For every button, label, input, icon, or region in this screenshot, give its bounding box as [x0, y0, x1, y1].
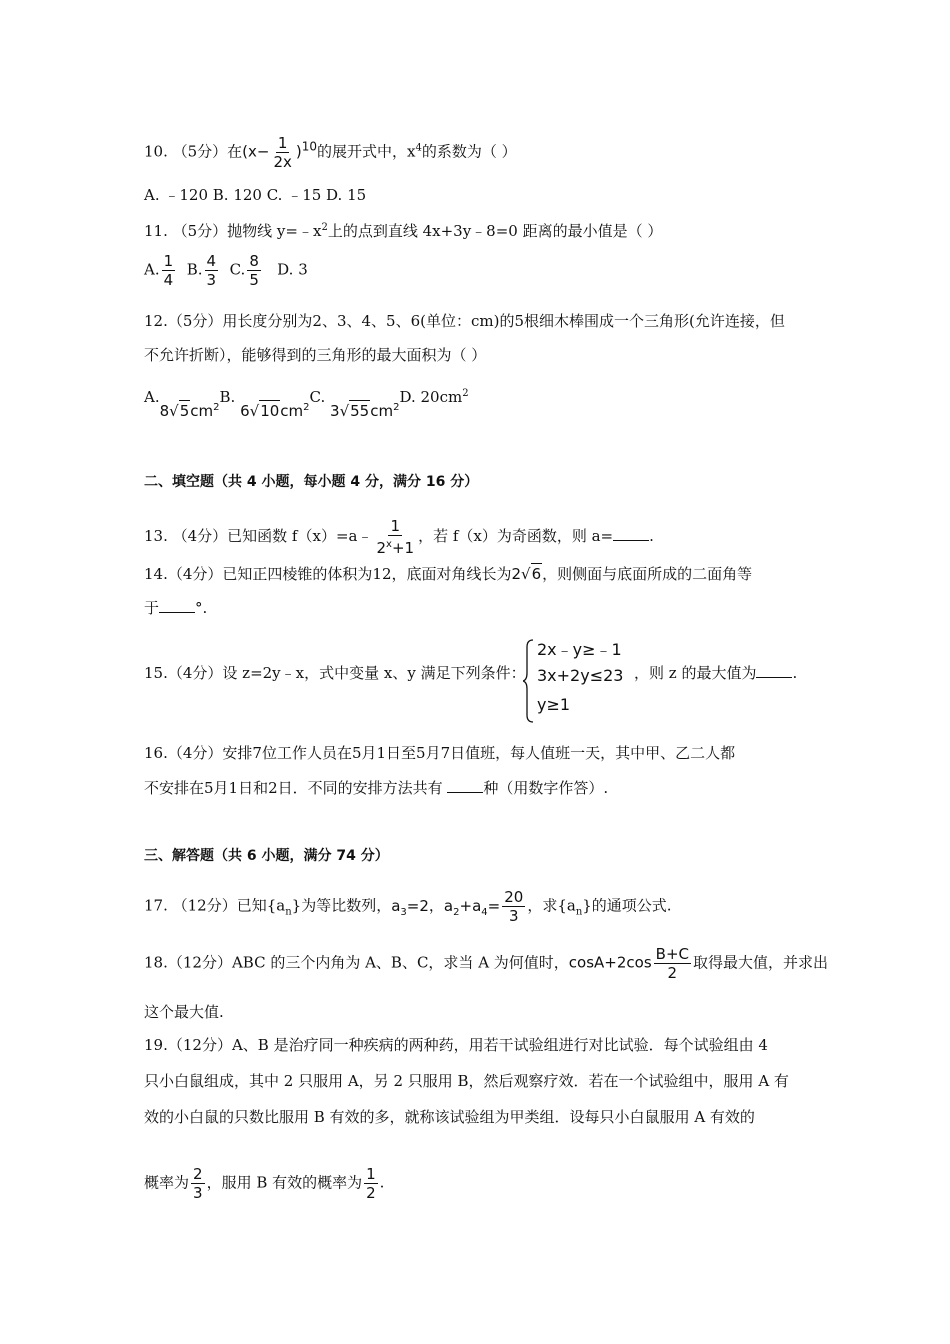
q15-condition-1: 2x﹣y≥﹣1 [537, 640, 622, 659]
q12-line2: 不允许折断），能够得到的三角形的最大面积为（ ） [144, 346, 487, 364]
q13-stem: 13. （4分）已知函数 f（x）=a﹣ $\frac{1}{2^x+1}$ ，若 f（x）为奇函数，则 a= . [144, 517, 654, 557]
q17-sum: $a_2+a_4=$ [443, 896, 501, 918]
q10-options: A. ﹣120 B. 120 C. ﹣15 D. 15 [144, 186, 367, 204]
q11-stem: 11. （5分）抛物线 $y=﹣x^2$上的点到直线 4x+3y﹣8=0 距离的最小值是（ ） [144, 222, 663, 240]
q15-answer-blank [756, 664, 792, 678]
q19-line4: 概率为 $\frac{2}{3}$ ，服用 B 有效的概率为 $\frac{1}{2}$ . [144, 1165, 385, 1202]
q15-condition-3: y≥1 [537, 695, 571, 714]
q15-stem: 15.（4分）设 z=2y﹣x，式中变量 x、y 满足下列条件： [144, 664, 526, 682]
q18-fraction: $\frac{B+C}{2}$ [655, 945, 689, 982]
q19-fraction-b: $\frac{1}{2}$ [366, 1165, 376, 1202]
q10-stem: 10. （5分）在(x− $\frac{1}{2x}$ )$^{10}$的展开式中，$x^4$的系数为（ ） [144, 134, 517, 171]
q16-answer-blank [447, 779, 483, 793]
q14-radical: 2√6 [511, 565, 542, 583]
brace-icon [523, 639, 535, 723]
q19-line1: 19.（12分）A、B 是治疗同一种疾病的两种药，用若干试验组进行对比试验．每个试验组由 4 [144, 1036, 768, 1054]
section-2-heading: 二、填空题（共 4 小题，每小题 4 分，满分 16 分） [144, 474, 479, 490]
q15-suffix: ，则 z 的最大值为 . [634, 664, 798, 682]
section-3-heading: 三、解答题（共 6 小题，满分 74 分） [144, 848, 389, 864]
q12-option-a: $8√5cm^2$ [159, 402, 220, 420]
q19-fraction-a: $\frac{2}{3}$ [193, 1165, 203, 1202]
q12-option-c: $3√55cm^2$ [330, 402, 400, 420]
q11-option-b-fraction: $\frac{4}{3}$ [206, 252, 217, 289]
q14-answer-blank [159, 599, 195, 613]
q16-line2: 不安排在5月1日和2日．不同的安排方法共有 种（用数字作答）. [144, 779, 609, 797]
q17-fraction: $\frac{20}{3}$ [504, 888, 524, 925]
q11-option-c-fraction: $\frac{8}{5}$ [249, 252, 259, 289]
q17-a3: $a_3=2$ [391, 896, 429, 918]
q18-line2: 这个最大值. [144, 1003, 224, 1021]
q14-line1: 14.（4分）已知正四棱锥的体积为12，底面对角线长为2√6，则侧面与底面所成的二面角等 [144, 565, 753, 583]
q13-fraction: $\frac{1}{2^x+1}$ [376, 517, 415, 557]
q10-fraction: $\frac{1}{2x}$ [273, 134, 292, 171]
q19-line2: 只小白鼠组成，其中 2 只服用 A，另 2 只服用 B，然后观察疗效．若在一个试验组中，服用 A 有 [144, 1072, 789, 1090]
q15-condition-2: 3x+2y≤23 [537, 666, 624, 685]
q11-options: A. $\frac{1}{4}$ B. $\frac{4}{3}$ C. $\frac{8}{5}$ D. 3 [144, 252, 308, 289]
q13-answer-blank [613, 527, 649, 541]
q12-option-b: $6√10cm^2$ [240, 402, 310, 420]
q16-line1: 16.（4分）安排7位工作人员在5月1日至5月7日值班，每人值班一天，其中甲、乙二人都 [144, 744, 736, 762]
q12-line1: 12.（5分）用长度分别为2、3、4、5、6(单位：cm)的5根细木棒围成一个三角形(允许连接，但 [144, 312, 785, 330]
q17-stem: 17. （12分）已知$\{a_n\}$为等比数列，$a_3=2$，$a_2+a_4=$ $\frac{20}{3}$ ，求$\{a_n\}$的通项公式. [144, 888, 672, 925]
q12-options: $A.8√5cm^2B$. $6√10cm^2C$. $3√55cm^2D$. $20cm^2$ [144, 388, 469, 420]
q18-line1: 18.（12分）ABC 的三个内角为 A、B、C，求当 A 为何值时，cosA+2cos $\frac{B+C}{2}$ 取得最大值，并求出 [144, 945, 829, 982]
q11-option-a-fraction: $\frac{1}{4}$ [163, 252, 174, 289]
q19-line3: 效的小白鼠的只数比服用 B 有效的多，就称该试验组为甲类组．设每只小白鼠服用 A 有效的 [144, 1108, 755, 1126]
q14-line2: 于 °. [144, 599, 208, 617]
